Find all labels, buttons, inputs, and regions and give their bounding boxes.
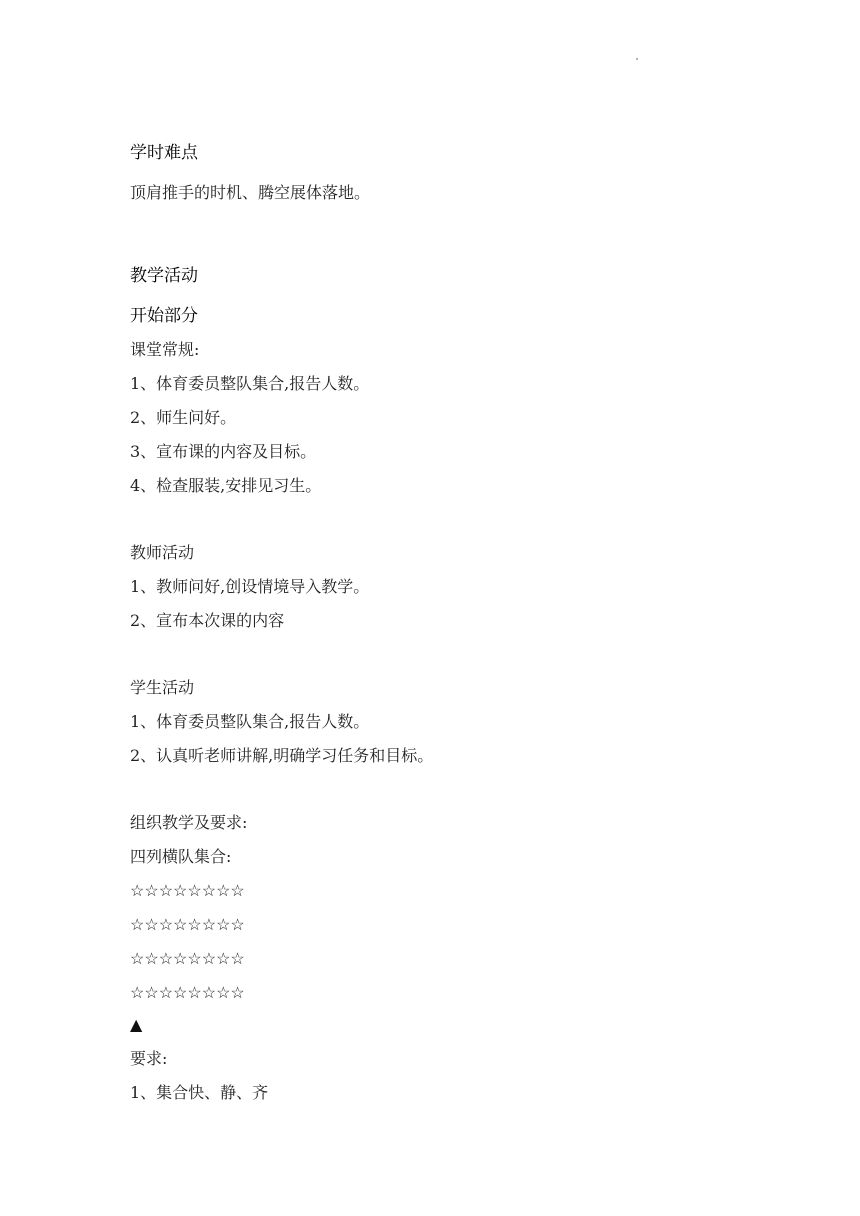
routine-item: 1、体育委员整队集合,报告人数。 [130,374,370,393]
formation-star-row: ☆☆☆☆☆☆☆☆ [130,949,245,968]
student-activity-item: 2、认真听老师讲解,明确学习任务和目标。 [130,746,434,765]
formation-label: 四列横队集合: [130,847,232,866]
student-activity-title: 学生活动 [130,678,195,697]
formation-star-row: ☆☆☆☆☆☆☆☆ [130,915,245,934]
formation-star-row: ☆☆☆☆☆☆☆☆ [130,983,245,1002]
teacher-activity-title: 教师活动 [130,543,195,562]
difficulty-heading: 学时难点 [130,143,198,163]
routine-item: 2、师生问好。 [130,408,237,427]
teacher-position-triangle-icon: ▲ [130,1015,143,1034]
formation-star-row: ☆☆☆☆☆☆☆☆ [130,881,245,900]
requirement-item: 1、集合快、静、齐 [130,1083,269,1102]
teacher-activity-item: 2、宣布本次课的内容 [130,611,285,630]
activities-heading: 教学活动 [130,266,198,286]
routine-title: 课堂常规: [130,340,200,359]
routine-item: 3、宣布课的内容及目标。 [130,442,317,461]
teacher-activity-item: 1、教师问好,创设情境导入教学。 [130,577,370,596]
organization-title: 组织教学及要求: [130,813,248,832]
student-activity-item: 1、体育委员整队集合,报告人数。 [130,712,370,731]
difficulty-text: 顶肩推手的时机、腾空展体落地。 [130,183,371,202]
page-marker-dot [636,58,638,60]
requirements-label: 要求: [130,1049,168,1068]
routine-item: 4、检查服装,安排见习生。 [130,476,322,495]
start-section-heading: 开始部分 [130,306,198,326]
